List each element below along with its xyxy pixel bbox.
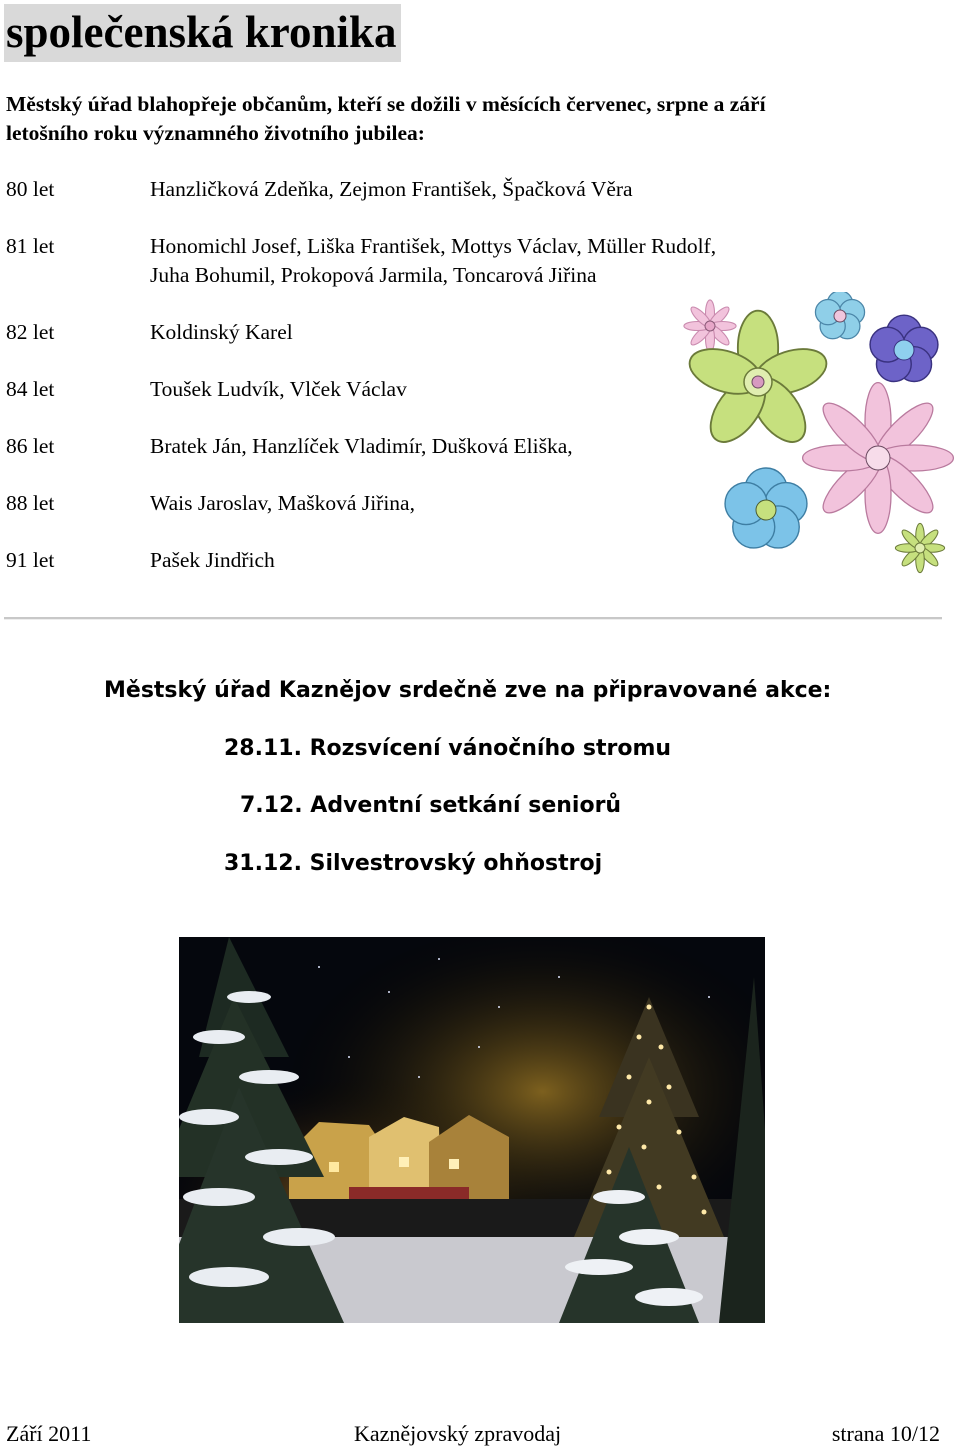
jubilee-names-line: Hanzličková Zdeňka, Zejmon František, Špačková Věra [150, 177, 633, 201]
jubilee-names-line: Bratek Ján, Hanzlíček Vladimír, Dušková Eliška, [150, 434, 573, 458]
jubilee-age: 88 let [6, 491, 55, 515]
jubilee-names [150, 232, 810, 290]
christmas-tree-night-photo [179, 937, 765, 1323]
jubilee-age: 84 let [6, 377, 55, 401]
jubilee-names-line: Honomichl Josef, Liška František, Mottys Václav, Müller Rudolf, [150, 234, 717, 258]
event-item: 31.12. Silvestrovský ohňostroj [224, 851, 603, 876]
jubilee-names-line: Koldinský Karel [150, 320, 293, 344]
jubilee-age: 91 let [6, 548, 55, 572]
intro-text [6, 90, 936, 148]
jubilee-names [150, 175, 810, 204]
event-item: 28.11. Rozsvícení vánočního stromu [224, 736, 672, 761]
section-divider [4, 617, 942, 620]
jubilee-names-line: Wais Jaroslav, Mašková Jiřina, [150, 491, 415, 515]
footer-publication: Kaznějovský zpravodaj [354, 1421, 562, 1446]
jubilee-age: 86 let [6, 434, 55, 458]
intro-line-2: letošního roku významného životního jubilea: [6, 121, 425, 145]
jubilee-age: 81 let [6, 234, 55, 258]
section-title: společenská kronika [4, 4, 401, 62]
event-item: 7.12. Adventní setkání seniorů [240, 793, 622, 818]
jubilee-names-line: Juha Bohumil, Prokopová Jarmila, Toncarová Jiřina [150, 263, 597, 287]
jubilee-age: 80 let [6, 177, 55, 201]
events-heading: Městský úřad Kaznějov srdečně zve na připravované akce: [104, 678, 832, 703]
flowers-illustration [680, 292, 960, 574]
footer-date: Září 2011 [6, 1421, 92, 1446]
intro-line-1: Městský úřad blahopřeje občanům, kteří se dožili v měsících červenec, srpne a září [6, 92, 766, 116]
jubilee-names-line: Pašek Jindřich [150, 548, 275, 572]
page-footer [0, 1419, 960, 1449]
footer-page-number: strana 10/12 [831, 1421, 940, 1446]
jubilee-names-line: Toušek Ludvík, Vlček Václav [150, 377, 407, 401]
jubilee-age: 82 let [6, 320, 55, 344]
